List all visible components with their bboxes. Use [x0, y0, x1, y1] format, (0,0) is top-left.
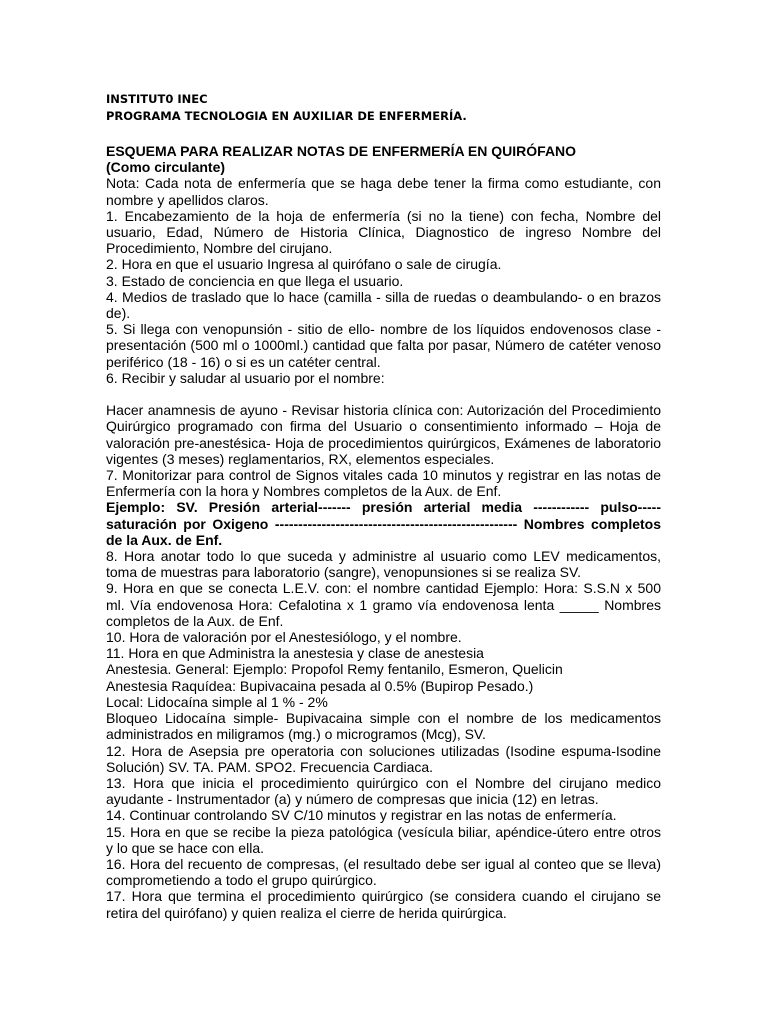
item-2: 2. Hora en que el usuario Ingresa al quirófano o sale de cirugía. — [106, 256, 502, 273]
item-11-local: Local: Lidocaína simple al 1 % - 2% — [106, 693, 328, 710]
document-body — [106, 143, 661, 921]
paragraph-gap — [106, 386, 661, 402]
item-4: 4. Medios de traslado que lo hace (camilla - silla de ruedas o deambulando- o en brazos de). — [106, 288, 661, 322]
item-5: 5. Si llega con venopunsión - sitio de ello- nombre de los líquidos endovenosos clase - presentación (500 ml o 1000ml.) cantidad que falta por pasar, Número de catéter venoso periférico (18 - 16) o si es un catéter central. — [106, 321, 661, 370]
item-14: 14. Continuar controlando SV C/10 minutos y registrar en las notas de enfermería. — [106, 807, 617, 824]
item-12: 12. Hora de Asepsia pre operatoria con soluciones utilizadas (Isodine espuma-Isodine Solución) SV. TA. PAM. SPO2. Frecuencia Cardiaca. — [106, 742, 661, 775]
intro-note: Nota: Cada nota de enfermería que se haga debe tener la firma como estudiante, con nombre y apellidos claros. — [106, 175, 661, 208]
program-name: PROGRAMA TECNOLOGIA EN AUXILIAR DE ENFERMERÍA. — [106, 109, 467, 123]
item-8: 8. Hora anotar todo lo que suceda y administre al usuario como LEV medicamentos, toma de muestras para laboratorio (sangre), venopunsiones si se realiza SV. — [106, 548, 661, 581]
item-11-general: Anestesia. General: Ejemplo: Propofol Remy fentanilo, Esmeron, Quelicin — [106, 661, 563, 678]
item-10: 10. Hora de valoración por el Anestesiólogo, y el nombre. — [106, 629, 462, 646]
item-11-block: Bloqueo Lidocaína simple- Bupivacaina simple con el nombre de los medicamentos administrados en miligramos (mg.) o microgramos (Mcg), SV. — [106, 710, 661, 743]
document-title: ESQUEMA PARA REALIZAR NOTAS DE ENFERMERÍA EN QUIRÓFANO — [106, 143, 577, 159]
item-11: 11. Hora en que Administra la anestesia y clase de anestesia — [106, 645, 484, 662]
item-7: 7. Monitorizar para control de Signos vitales cada 10 minutos y registrar en las notas de Enfermería con la hora y Nombres completos de la Aux. de Enf. — [106, 467, 661, 500]
item-7-example: Ejemplo: SV. Presión arterial------- presión arterial media ------------ pulso----- saturación por Oxigeno ---------------------------------------------------- Nombres completos de la Aux. de Enf. — [106, 499, 661, 548]
document-subtitle: (Como circulante) — [106, 159, 226, 176]
item-17: 17. Hora que termina el procedimiento quirúrgico (se considera cuando el cirujano se retira del quirófano) y quien realiza el cierre de herida quirúrgica. — [106, 888, 661, 921]
document-header — [106, 91, 666, 125]
item-1: 1. Encabezamiento de la hoja de enfermería (si no la tiene) con fecha, Nombre del usuario, Edad, Número de Historia Clínica, Diagnostico de ingreso Nombre del Procedimiento, Nombre del cirujano. — [106, 207, 661, 257]
institute-name: INSTITUT0 INEC — [106, 92, 208, 106]
item-13: 13. Hora que inicia el procedimiento quirúrgico con el Nombre del cirujano medico ayudante - Instrumentador (a) y número de compresas que inicia (12) en letras. — [106, 774, 661, 808]
item-6: 6. Recibir y saludar al usuario por el nombre: — [106, 369, 385, 386]
item-15: 15. Hora en que se recibe la pieza patológica (vesícula biliar, apéndice-útero entre otros y lo que se hace con ella. — [106, 823, 661, 856]
item-16: 16. Hora del recuento de compresas, (el resultado debe ser igual al conteo que se lleva) comprometiendo a todo el grupo quirúrgico. — [106, 855, 661, 889]
item-6-detail: Hacer anamnesis de ayuno - Revisar historia clínica con: Autorización del Procedimiento Quirúrgico programado con firma del Usuario o consentimiento informado – Hoja de valoración pre-anestésica- Hoja de procedimientos quirúrgicos, Exámenes de laboratorio vigentes (3 meses) reglamentarios, RX, elementos especiales. — [106, 402, 661, 467]
item-9: 9. Hora en que se conecta L.E.V. con: el nombre cantidad Ejemplo: Hora: S.S.N x 500 ml. Vía endovenosa Hora: Cefalotina x 1 gramo vía endovenosa lenta _____ Nombres completos de la Aux. de Enf. — [106, 580, 661, 629]
item-11-spinal: Anestesia Raquídea: Bupivacaina pesada al 0.5% (Bupirop Pesado.) — [106, 677, 534, 694]
item-3: 3. Estado de conciencia en que llega el usuario. — [106, 272, 404, 289]
